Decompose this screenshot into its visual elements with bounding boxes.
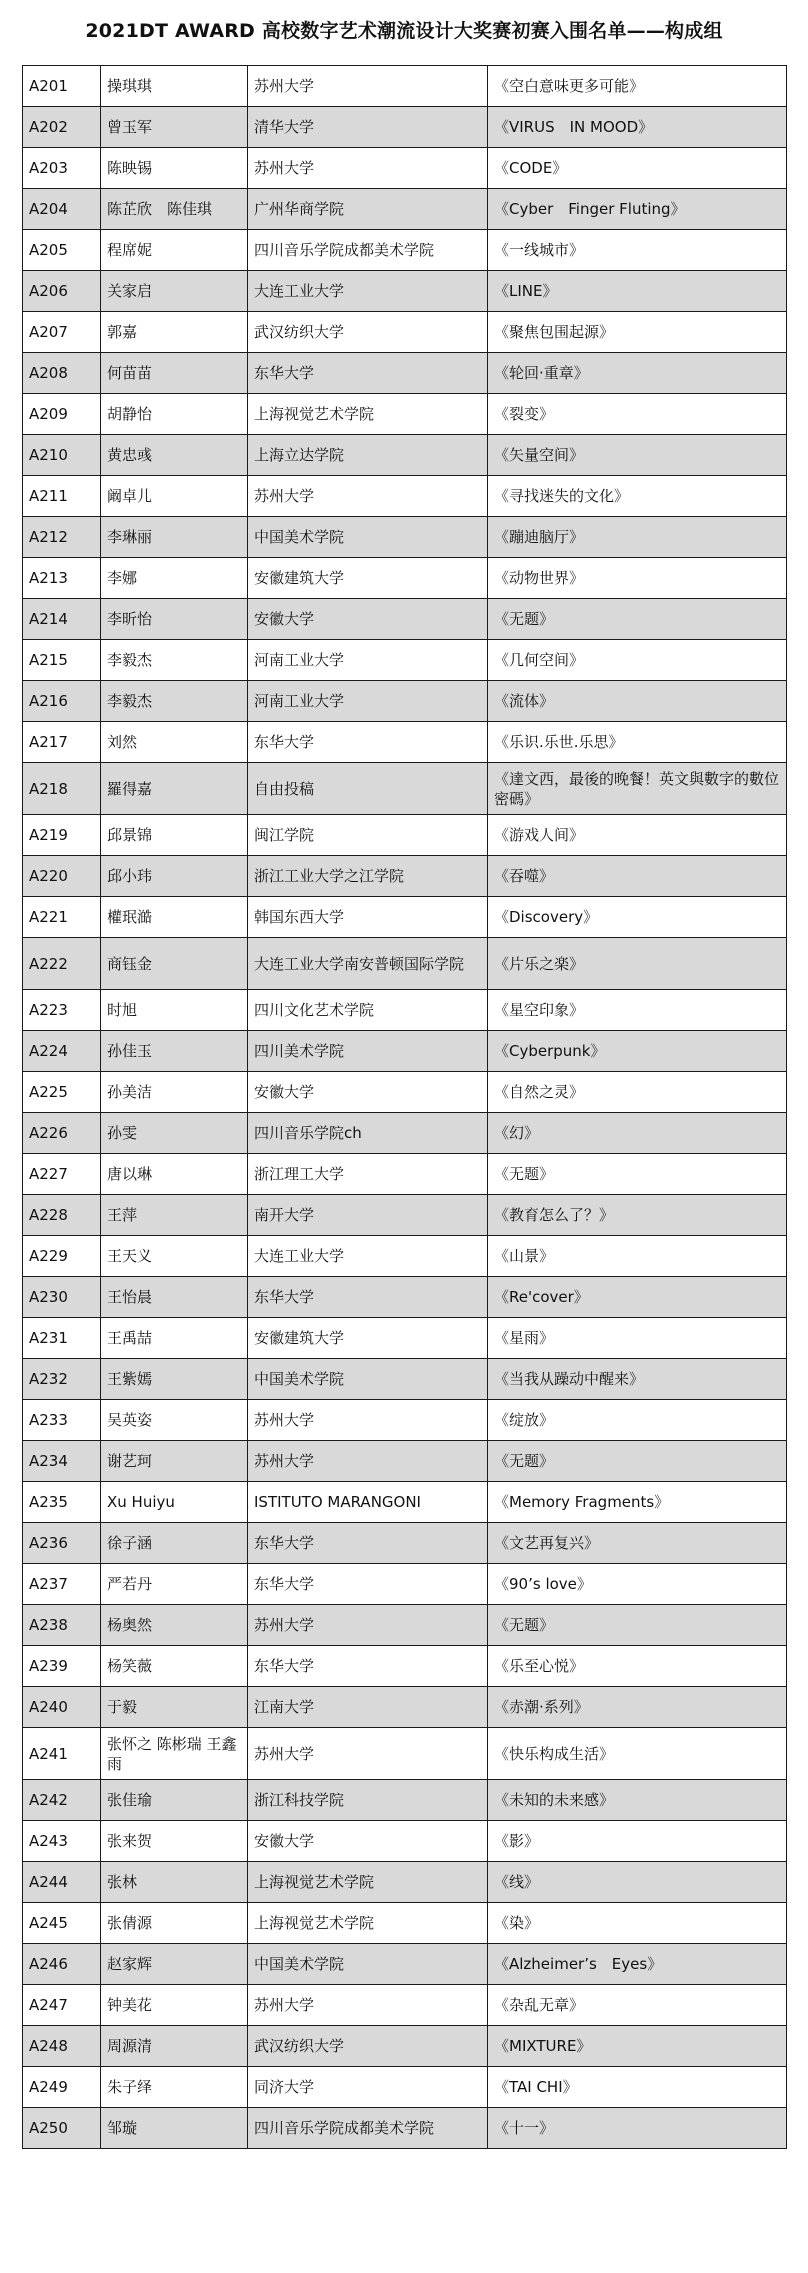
table-row xyxy=(23,107,787,148)
table-row xyxy=(23,558,787,599)
table-row xyxy=(23,435,787,476)
entry-id-cell: A219 xyxy=(23,815,101,856)
entrant-name-cell: 周源清 xyxy=(101,2026,248,2067)
entry-id-cell: A227 xyxy=(23,1154,101,1195)
entry-id-cell: A247 xyxy=(23,1985,101,2026)
entrant-name-cell: 王禹喆 xyxy=(101,1318,248,1359)
entry-id-cell: A237 xyxy=(23,1564,101,1605)
table-row xyxy=(23,1605,787,1646)
work-title-cell: 《片乐之楽》 xyxy=(488,938,787,990)
school-cell: 安徽大学 xyxy=(248,599,488,640)
entry-id-cell: A212 xyxy=(23,517,101,558)
entrant-name-cell: 张怀之 陈彬瑞 王鑫雨 xyxy=(101,1728,248,1780)
entry-id-cell: A228 xyxy=(23,1195,101,1236)
school-cell: 中国美术学院 xyxy=(248,1944,488,1985)
entry-id-cell: A235 xyxy=(23,1482,101,1523)
entrant-name-cell: 李昕怡 xyxy=(101,599,248,640)
work-title-cell: 《幻》 xyxy=(488,1113,787,1154)
school-cell: 苏州大学 xyxy=(248,1400,488,1441)
table-row xyxy=(23,353,787,394)
table-row xyxy=(23,476,787,517)
school-cell: 上海视觉艺术学院 xyxy=(248,1903,488,1944)
work-title-cell: 《流体》 xyxy=(488,681,787,722)
school-cell: 苏州大学 xyxy=(248,1985,488,2026)
work-title-cell: 《達文西，最後的晚餐！英文與數字的數位密碼》 xyxy=(488,763,787,815)
school-cell: 苏州大学 xyxy=(248,476,488,517)
entrant-name-cell: 阚卓儿 xyxy=(101,476,248,517)
finalist-table-body xyxy=(23,66,787,2149)
school-cell: 苏州大学 xyxy=(248,1728,488,1780)
entry-id-cell: A240 xyxy=(23,1687,101,1728)
entry-id-cell: A216 xyxy=(23,681,101,722)
school-cell: 东华大学 xyxy=(248,1646,488,1687)
entrant-name-cell: 邹璇 xyxy=(101,2108,248,2149)
table-row xyxy=(23,599,787,640)
table-row xyxy=(23,271,787,312)
entry-id-cell: A238 xyxy=(23,1605,101,1646)
school-cell: 浙江理工大学 xyxy=(248,1154,488,1195)
entrant-name-cell: 关家启 xyxy=(101,271,248,312)
work-title-cell: 《矢量空间》 xyxy=(488,435,787,476)
entrant-name-cell: 陈映锡 xyxy=(101,148,248,189)
table-row xyxy=(23,1564,787,1605)
entry-id-cell: A241 xyxy=(23,1728,101,1780)
school-cell: 中国美术学院 xyxy=(248,517,488,558)
school-cell: 四川美术学院 xyxy=(248,1031,488,1072)
school-cell: 自由投稿 xyxy=(248,763,488,815)
entry-id-cell: A211 xyxy=(23,476,101,517)
entrant-name-cell: 王天义 xyxy=(101,1236,248,1277)
table-row xyxy=(23,2067,787,2108)
school-cell: 东华大学 xyxy=(248,1564,488,1605)
entrant-name-cell: 李毅杰 xyxy=(101,681,248,722)
entrant-name-cell: 李琳丽 xyxy=(101,517,248,558)
entry-id-cell: A208 xyxy=(23,353,101,394)
entrant-name-cell: 杨奥然 xyxy=(101,1605,248,1646)
table-row xyxy=(23,1318,787,1359)
school-cell: 四川音乐学院ch xyxy=(248,1113,488,1154)
entrant-name-cell: 杨笑薇 xyxy=(101,1646,248,1687)
work-title-cell: 《教育怎么了？》 xyxy=(488,1195,787,1236)
table-row xyxy=(23,66,787,107)
entrant-name-cell: 羅得嘉 xyxy=(101,763,248,815)
work-title-cell: 《Memory Fragments》 xyxy=(488,1482,787,1523)
table-row xyxy=(23,815,787,856)
work-title-cell: 《星雨》 xyxy=(488,1318,787,1359)
entrant-name-cell: 张佳瑜 xyxy=(101,1780,248,1821)
table-row xyxy=(23,1985,787,2026)
entrant-name-cell: 谢艺珂 xyxy=(101,1441,248,1482)
entry-id-cell: A233 xyxy=(23,1400,101,1441)
entrant-name-cell: 赵家辉 xyxy=(101,1944,248,1985)
school-cell: 安徽建筑大学 xyxy=(248,1318,488,1359)
school-cell: 大连工业大学南安普顿国际学院 xyxy=(248,938,488,990)
entrant-name-cell: 张来贺 xyxy=(101,1821,248,1862)
school-cell: 闽江学院 xyxy=(248,815,488,856)
school-cell: 江南大学 xyxy=(248,1687,488,1728)
table-row xyxy=(23,1400,787,1441)
work-title-cell: 《快乐构成生活》 xyxy=(488,1728,787,1780)
entrant-name-cell: 何苗苗 xyxy=(101,353,248,394)
entry-id-cell: A202 xyxy=(23,107,101,148)
entrant-name-cell: 严若丹 xyxy=(101,1564,248,1605)
work-title-cell: 《Cyber Finger Fluting》 xyxy=(488,189,787,230)
table-row xyxy=(23,148,787,189)
school-cell: 四川音乐学院成都美术学院 xyxy=(248,230,488,271)
school-cell: 四川文化艺术学院 xyxy=(248,990,488,1031)
entrant-name-cell: 郭嘉 xyxy=(101,312,248,353)
work-title-cell: 《游戏人间》 xyxy=(488,815,787,856)
entry-id-cell: A205 xyxy=(23,230,101,271)
entrant-name-cell: 唐以琳 xyxy=(101,1154,248,1195)
table-row xyxy=(23,1441,787,1482)
school-cell: 南开大学 xyxy=(248,1195,488,1236)
work-title-cell: 《90’s love》 xyxy=(488,1564,787,1605)
entry-id-cell: A223 xyxy=(23,990,101,1031)
work-title-cell: 《染》 xyxy=(488,1903,787,1944)
entrant-name-cell: 曾玉军 xyxy=(101,107,248,148)
work-title-cell: 《蹦迪脑厅》 xyxy=(488,517,787,558)
school-cell: 苏州大学 xyxy=(248,66,488,107)
entrant-name-cell: 程席妮 xyxy=(101,230,248,271)
entrant-name-cell: 孙雯 xyxy=(101,1113,248,1154)
work-title-cell: 《Re'cover》 xyxy=(488,1277,787,1318)
entrant-name-cell: 朱子绎 xyxy=(101,2067,248,2108)
school-cell: 东华大学 xyxy=(248,1277,488,1318)
work-title-cell: 《文艺再复兴》 xyxy=(488,1523,787,1564)
work-title-cell: 《山景》 xyxy=(488,1236,787,1277)
work-title-cell: 《聚焦包围起源》 xyxy=(488,312,787,353)
school-cell: 安徽大学 xyxy=(248,1072,488,1113)
page-title: 2021DT AWARD 高校数字艺术潮流设计大奖赛初赛入围名单——构成组 xyxy=(85,19,723,42)
table-row xyxy=(23,1821,787,1862)
school-cell: 苏州大学 xyxy=(248,1605,488,1646)
school-cell: 同济大学 xyxy=(248,2067,488,2108)
work-title-cell: 《Discovery》 xyxy=(488,897,787,938)
entrant-name-cell: 张林 xyxy=(101,1862,248,1903)
entrant-name-cell: 徐子涵 xyxy=(101,1523,248,1564)
table-row xyxy=(23,640,787,681)
table-row xyxy=(23,2026,787,2067)
table-row xyxy=(23,1780,787,1821)
entry-id-cell: A215 xyxy=(23,640,101,681)
entry-id-cell: A250 xyxy=(23,2108,101,2149)
table-row xyxy=(23,1236,787,1277)
work-title-cell: 《无题》 xyxy=(488,1154,787,1195)
entrant-name-cell: 邱景锦 xyxy=(101,815,248,856)
work-title-cell: 《十一》 xyxy=(488,2108,787,2149)
table-row xyxy=(23,897,787,938)
work-title-cell: 《无题》 xyxy=(488,1441,787,1482)
entry-id-cell: A232 xyxy=(23,1359,101,1400)
school-cell: 东华大学 xyxy=(248,1523,488,1564)
work-title-cell: 《无题》 xyxy=(488,599,787,640)
school-cell: 武汉纺织大学 xyxy=(248,312,488,353)
entry-id-cell: A204 xyxy=(23,189,101,230)
entry-id-cell: A244 xyxy=(23,1862,101,1903)
school-cell: 浙江科技学院 xyxy=(248,1780,488,1821)
table-row xyxy=(23,1154,787,1195)
work-title-cell: 《杂乱无章》 xyxy=(488,1985,787,2026)
entry-id-cell: A209 xyxy=(23,394,101,435)
table-row xyxy=(23,1072,787,1113)
school-cell: 四川音乐学院成都美术学院 xyxy=(248,2108,488,2149)
entry-id-cell: A234 xyxy=(23,1441,101,1482)
entry-id-cell: A236 xyxy=(23,1523,101,1564)
school-cell: 武汉纺织大学 xyxy=(248,2026,488,2067)
work-title-cell: 《吞噬》 xyxy=(488,856,787,897)
entry-id-cell: A242 xyxy=(23,1780,101,1821)
entrant-name-cell: 商钰金 xyxy=(101,938,248,990)
work-title-cell: 《乐识.乐世.乐思》 xyxy=(488,722,787,763)
table-row xyxy=(23,938,787,990)
entry-id-cell: A213 xyxy=(23,558,101,599)
table-row xyxy=(23,189,787,230)
table-row xyxy=(23,312,787,353)
work-title-cell: 《星空印象》 xyxy=(488,990,787,1031)
table-row xyxy=(23,394,787,435)
table-row xyxy=(23,1944,787,1985)
school-cell: 河南工业大学 xyxy=(248,681,488,722)
work-title-cell: 《空白意味更多可能》 xyxy=(488,66,787,107)
table-row xyxy=(23,1687,787,1728)
school-cell: 上海立达学院 xyxy=(248,435,488,476)
table-row xyxy=(23,681,787,722)
entrant-name-cell: 刘然 xyxy=(101,722,248,763)
entrant-name-cell: 王萍 xyxy=(101,1195,248,1236)
school-cell: 清华大学 xyxy=(248,107,488,148)
school-cell: 河南工业大学 xyxy=(248,640,488,681)
entry-id-cell: A210 xyxy=(23,435,101,476)
school-cell: 东华大学 xyxy=(248,722,488,763)
school-cell: 广州华商学院 xyxy=(248,189,488,230)
table-row xyxy=(23,722,787,763)
entrant-name-cell: 邱小玮 xyxy=(101,856,248,897)
work-title-cell: 《线》 xyxy=(488,1862,787,1903)
work-title-cell: 《影》 xyxy=(488,1821,787,1862)
entrant-name-cell: 陈芷欣 陈佳琪 xyxy=(101,189,248,230)
work-title-cell: 《LINE》 xyxy=(488,271,787,312)
entry-id-cell: A222 xyxy=(23,938,101,990)
entry-id-cell: A249 xyxy=(23,2067,101,2108)
work-title-cell: 《自然之灵》 xyxy=(488,1072,787,1113)
school-cell: 上海视觉艺术学院 xyxy=(248,1862,488,1903)
entry-id-cell: A214 xyxy=(23,599,101,640)
work-title-cell: 《寻找迷失的文化》 xyxy=(488,476,787,517)
entry-id-cell: A207 xyxy=(23,312,101,353)
table-row xyxy=(23,1195,787,1236)
work-title-cell: 《裂变》 xyxy=(488,394,787,435)
work-title-cell: 《轮回·重章》 xyxy=(488,353,787,394)
work-title-cell: 《赤潮·系列》 xyxy=(488,1687,787,1728)
entry-id-cell: A231 xyxy=(23,1318,101,1359)
entry-id-cell: A221 xyxy=(23,897,101,938)
table-row xyxy=(23,1277,787,1318)
work-title-cell: 《VIRUS IN MOOD》 xyxy=(488,107,787,148)
work-title-cell: 《动物世界》 xyxy=(488,558,787,599)
school-cell: 苏州大学 xyxy=(248,148,488,189)
work-title-cell: 《几何空间》 xyxy=(488,640,787,681)
entry-id-cell: A239 xyxy=(23,1646,101,1687)
entry-id-cell: A245 xyxy=(23,1903,101,1944)
school-cell: 大连工业大学 xyxy=(248,271,488,312)
entrant-name-cell: 黄忠彧 xyxy=(101,435,248,476)
table-row xyxy=(23,1359,787,1400)
entrant-name-cell: 孙美洁 xyxy=(101,1072,248,1113)
school-cell: 苏州大学 xyxy=(248,1441,488,1482)
table-row xyxy=(23,1031,787,1072)
work-title-cell: 《CODE》 xyxy=(488,148,787,189)
entrant-name-cell: 孙佳玉 xyxy=(101,1031,248,1072)
school-cell: 东华大学 xyxy=(248,353,488,394)
entry-id-cell: A224 xyxy=(23,1031,101,1072)
entrant-name-cell: 李娜 xyxy=(101,558,248,599)
table-row xyxy=(23,1728,787,1780)
table-row xyxy=(23,1862,787,1903)
entry-id-cell: A218 xyxy=(23,763,101,815)
entry-id-cell: A201 xyxy=(23,66,101,107)
work-title-cell: 《无题》 xyxy=(488,1605,787,1646)
work-title-cell: 《当我从躁动中醒来》 xyxy=(488,1359,787,1400)
table-row xyxy=(23,856,787,897)
entrant-name-cell: 钟美花 xyxy=(101,1985,248,2026)
table-row xyxy=(23,1113,787,1154)
entrant-name-cell: 张倩源 xyxy=(101,1903,248,1944)
entry-id-cell: A226 xyxy=(23,1113,101,1154)
work-title-cell: 《一线城市》 xyxy=(488,230,787,271)
entry-id-cell: A229 xyxy=(23,1236,101,1277)
work-title-cell: 《乐至心悦》 xyxy=(488,1646,787,1687)
entry-id-cell: A246 xyxy=(23,1944,101,1985)
entrant-name-cell: Xu Huiyu xyxy=(101,1482,248,1523)
school-cell: 浙江工业大学之江学院 xyxy=(248,856,488,897)
table-row xyxy=(23,2108,787,2149)
entrant-name-cell: 时旭 xyxy=(101,990,248,1031)
entrant-name-cell: 王怡晨 xyxy=(101,1277,248,1318)
table-row xyxy=(23,990,787,1031)
entry-id-cell: A217 xyxy=(23,722,101,763)
entry-id-cell: A220 xyxy=(23,856,101,897)
finalist-table xyxy=(22,65,787,2149)
entrant-name-cell: 于毅 xyxy=(101,1687,248,1728)
table-row xyxy=(23,230,787,271)
work-title-cell: 《Alzheimer’s Eyes》 xyxy=(488,1944,787,1985)
table-row xyxy=(23,763,787,815)
work-title-cell: 《Cyberpunk》 xyxy=(488,1031,787,1072)
entry-id-cell: A203 xyxy=(23,148,101,189)
table-row xyxy=(23,1903,787,1944)
entry-id-cell: A206 xyxy=(23,271,101,312)
entrant-name-cell: 李毅杰 xyxy=(101,640,248,681)
work-title-cell: 《绽放》 xyxy=(488,1400,787,1441)
school-cell: 安徽建筑大学 xyxy=(248,558,488,599)
table-row xyxy=(23,1482,787,1523)
school-cell: 安徽大学 xyxy=(248,1821,488,1862)
entrant-name-cell: 操琪琪 xyxy=(101,66,248,107)
school-cell: 上海视觉艺术学院 xyxy=(248,394,488,435)
table-row xyxy=(23,1523,787,1564)
school-cell: 大连工业大学 xyxy=(248,1236,488,1277)
entrant-name-cell: 權珉澔 xyxy=(101,897,248,938)
entry-id-cell: A225 xyxy=(23,1072,101,1113)
work-title-cell: 《MIXTURE》 xyxy=(488,2026,787,2067)
entry-id-cell: A243 xyxy=(23,1821,101,1862)
entry-id-cell: A248 xyxy=(23,2026,101,2067)
entrant-name-cell: 胡静怡 xyxy=(101,394,248,435)
work-title-cell: 《未知的未来感》 xyxy=(488,1780,787,1821)
entry-id-cell: A230 xyxy=(23,1277,101,1318)
work-title-cell: 《TAI CHI》 xyxy=(488,2067,787,2108)
school-cell: 中国美术学院 xyxy=(248,1359,488,1400)
school-cell: 韩国东西大学 xyxy=(248,897,488,938)
school-cell: ISTITUTO MARANGONI xyxy=(248,1482,488,1523)
entrant-name-cell: 吴英姿 xyxy=(101,1400,248,1441)
table-row xyxy=(23,517,787,558)
table-row xyxy=(23,1646,787,1687)
entrant-name-cell: 王紫嫣 xyxy=(101,1359,248,1400)
